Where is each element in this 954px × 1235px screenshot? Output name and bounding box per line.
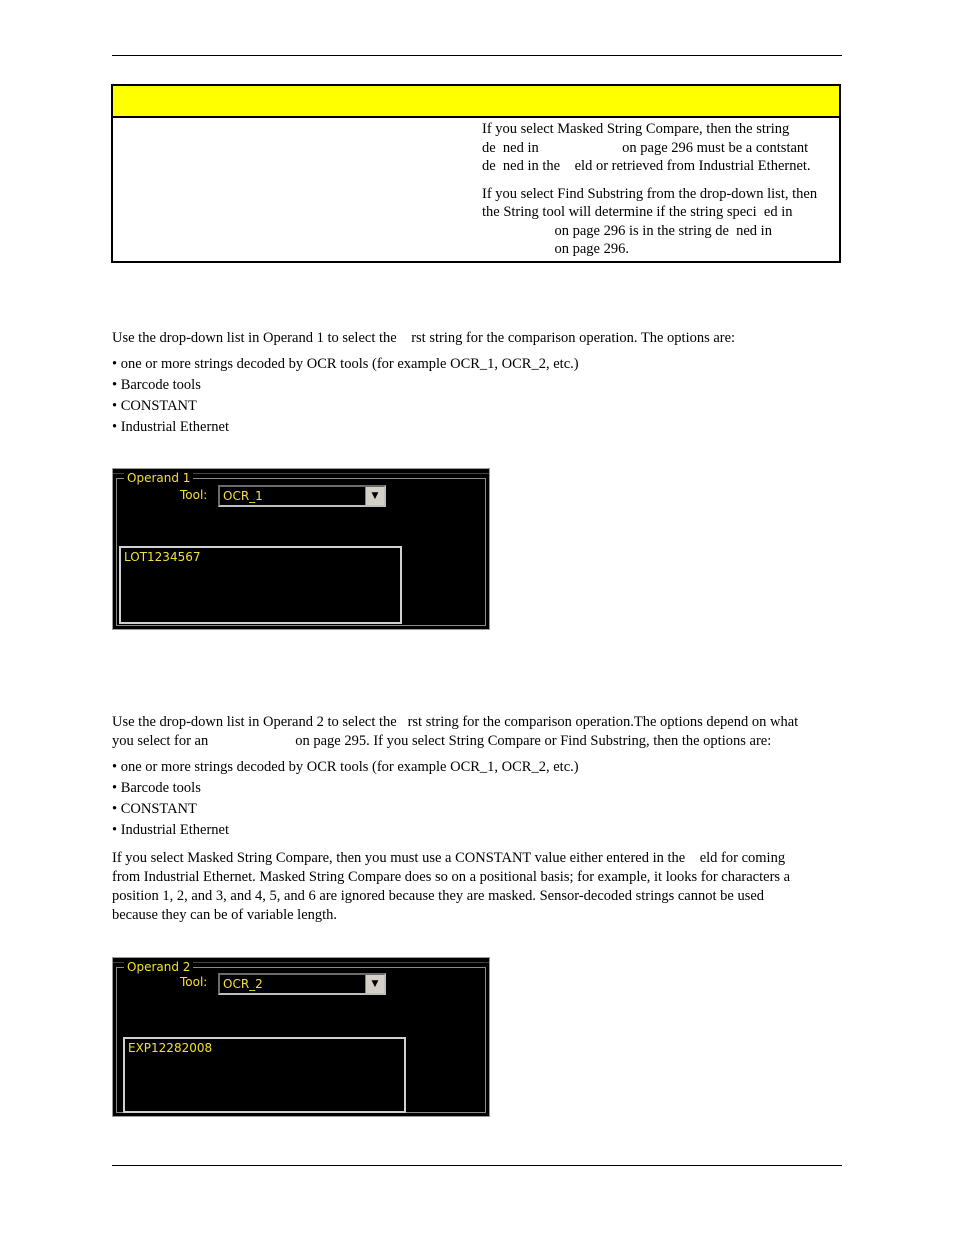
header-rule [112,55,842,56]
operand1-group [116,471,486,626]
dropdown-value: OCR_2 [223,977,263,991]
table-para-1 [482,120,840,176]
list-item: • CONSTANT [112,801,197,817]
operand-text-display [119,546,402,624]
text-line: on page 296 is in the string de ned in [482,222,772,239]
para-line: position 1, 2, and 3, and 4, 5, and 6 are ignored because they are masked. Sensor-decoded strings cannot be used [112,888,765,904]
section2-intro [112,713,842,751]
text-line: the String tool will determine if the string speci ed in [482,204,793,220]
section1-bullets [112,354,579,438]
chevron-down-icon: ▼ [371,490,379,501]
list-item: • one or more strings decoded by OCR tools (for example OCR_1, OCR_2, etc.) [112,356,579,372]
intro-line: you select for an on page 295. If you select String Compare or Find Substring, then the options are: [112,733,772,749]
para-line: If you select Masked String Compare, then you must use a CONSTANT value either entered in the eld for coming [112,850,786,866]
operand1-panel [112,468,490,630]
section2-paragraph [112,849,842,925]
chevron-down-icon: ▼ [371,978,379,989]
group-legend: Operand 1 [124,471,193,485]
operand-text-display [123,1037,406,1113]
tool-dropdown[interactable] [218,485,386,507]
list-item: • Barcode tools [112,780,201,796]
operand-text: LOT1234567 [124,550,201,564]
intro-line: Use the drop-down list in Operand 2 to select the rst string for the comparison operation.The options depend on what [112,714,799,730]
list-item: • CONSTANT [112,398,197,414]
tool-label: Tool: [180,975,208,989]
info-table [111,84,841,263]
list-item: • Industrial Ethernet [112,419,230,435]
table-para-2 [482,185,840,259]
para-line: from Industrial Ethernet. Masked String Compare does so on a positional basis; for example, it looks for characters a [112,869,791,885]
dropdown-button[interactable] [365,487,384,505]
section2-bullets [112,757,579,841]
footer-rule [112,1165,842,1166]
section1-intro [112,329,842,348]
para-line: because they can be of variable length. [112,907,338,923]
table-right-cell [482,120,840,268]
operand2-panel [112,957,490,1117]
dropdown-value: OCR_1 [223,489,263,503]
list-item: • Barcode tools [112,377,201,393]
text-line: de ned in the eld or retrieved from Industrial Ethernet. [482,158,811,174]
table-header-row [113,86,839,118]
intro-text: Use the drop-down list in Operand 1 to select the rst string for the comparison operation. The options are: [112,330,736,346]
operand2-group [116,960,486,1113]
list-item: • one or more strings decoded by OCR tools (for example OCR_1, OCR_2, etc.) [112,759,579,775]
list-item: • Industrial Ethernet [112,822,230,838]
text-line: on page 296. [482,241,629,257]
operand-text: EXP12282008 [128,1041,213,1055]
dropdown-button[interactable] [365,975,384,993]
text-line: If you select Masked String Compare, then the string [482,121,790,137]
group-legend: Operand 2 [124,960,193,974]
text-line: de ned in on page 296 must be a contstant [482,139,809,156]
tool-dropdown[interactable] [218,973,386,995]
tool-label: Tool: [180,488,208,502]
text-line: If you select Find Substring from the drop-down list, then [482,185,818,202]
